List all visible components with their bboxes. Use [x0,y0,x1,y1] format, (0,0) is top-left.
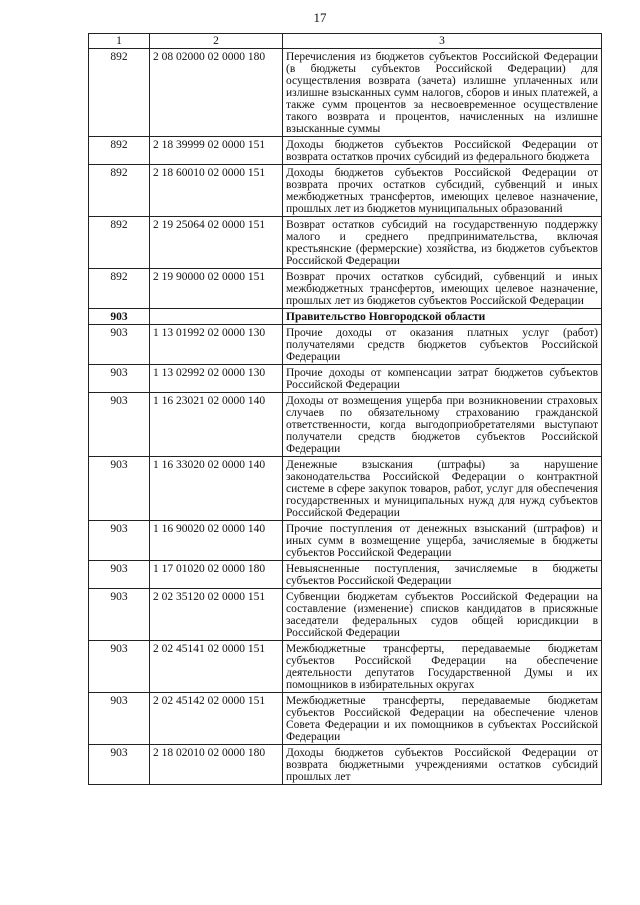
revenue-name-cell: Прочие доходы от компенсации затрат бюджетов субъектов Российской Федерации [283,365,602,393]
budget-code-cell: 2 02 35120 02 0000 151 [150,589,283,641]
admin-code-cell: 892 [89,269,150,309]
budget-code-cell: 2 08 02000 02 0000 180 [150,49,283,137]
revenue-name-cell: Прочие поступления от денежных взысканий (штрафов) и иных сумм в возмещение ущерба, зачисляемые в бюджеты субъектов Российской Федерации [283,521,602,561]
admin-code-cell: 903 [89,693,150,745]
admin-code-cell: 903 [89,365,150,393]
budget-code-cell [150,309,283,325]
revenue-name-cell: Межбюджетные трансферты, передаваемые бюджетам субъектов Российской Федерации на обеспечение деятельности депутатов Государственной Думы и их помощников в избирательных округах [283,641,602,693]
table-row [89,561,602,589]
admin-code-cell: 903 [89,641,150,693]
revenue-name-cell: Доходы бюджетов субъектов Российской Федерации от возврата остатков прочих субсидий из федерального бюджета [283,137,602,165]
admin-code-cell: 892 [89,217,150,269]
admin-code-cell: 903 [89,457,150,521]
table-row [89,641,602,693]
budget-code-cell: 2 18 02010 02 0000 180 [150,745,283,785]
header-col-1: 1 [89,34,150,49]
table-row [89,393,602,457]
admin-code-cell: 892 [89,49,150,137]
table-row [89,137,602,165]
budget-code-cell: 1 16 23021 02 0000 140 [150,393,283,457]
table-row [89,745,602,785]
table-row [89,49,602,137]
budget-code-cell: 1 16 90020 02 0000 140 [150,521,283,561]
budget-code-cell: 2 19 25064 02 0000 151 [150,217,283,269]
table-section-row [89,309,602,325]
revenue-name-cell: Правительство Новгородской области [283,309,602,325]
admin-code-cell: 903 [89,521,150,561]
table-row [89,693,602,745]
table-row [89,217,602,269]
header-col-3: 3 [283,34,602,49]
budget-code-cell: 1 17 01020 02 0000 180 [150,561,283,589]
admin-code-cell: 903 [89,393,150,457]
table-row [89,325,602,365]
revenue-name-cell: Доходы бюджетов субъектов Российской Федерации от возврата бюджетными учреждениями остатков субсидий прошлых лет [283,745,602,785]
budget-code-cell: 1 13 02992 02 0000 130 [150,365,283,393]
table-row [89,457,602,521]
table-header-row [89,34,602,49]
table-row [89,269,602,309]
budget-code-cell: 2 19 90000 02 0000 151 [150,269,283,309]
page-number: 17 [313,10,327,25]
admin-code-cell: 903 [89,309,150,325]
budget-code-cell: 1 16 33020 02 0000 140 [150,457,283,521]
table-row [89,589,602,641]
admin-code-cell: 892 [89,165,150,217]
revenue-name-cell: Межбюджетные трансферты, передаваемые бюджетам субъектов Российской Федерации на обеспечение членов Совета Федерации и их помощников в субъектах Российской Федерации [283,693,602,745]
revenue-name-cell: Возврат прочих остатков субсидий, субвенций и иных межбюджетных трансфертов, имеющих целевое назначение, прошлых лет из бюджетов субъектов Российской Федерации [283,269,602,309]
revenue-name-cell: Возврат остатков субсидий на государственную поддержку малого и среднего предпринимательства, включая крестьянские (фермерские) хозяйства, из бюджетов субъектов Российской Федерации [283,217,602,269]
budget-classification-table [88,33,602,785]
admin-code-cell: 903 [89,745,150,785]
table-row [89,165,602,217]
revenue-name-cell: Доходы бюджетов субъектов Российской Федерации от возврата прочих остатков субсидий, субвенций и иных межбюджетных трансфертов, имеющих целевое назначение, прошлых лет из бюджетов муниципальных образований [283,165,602,217]
budget-code-cell: 2 02 45141 02 0000 151 [150,641,283,693]
revenue-name-cell: Денежные взыскания (штрафы) за нарушение законодательства Российской Федерации о контрактной системе в сфере закупок товаров, работ, услуг для обеспечения государственных и муниципальных нужд для нужд субъектов Российской Федерации [283,457,602,521]
revenue-name-cell: Невыясненные поступления, зачисляемые в бюджеты субъектов Российской Федерации [283,561,602,589]
table-row [89,365,602,393]
admin-code-cell: 903 [89,561,150,589]
revenue-name-cell: Доходы от возмещения ущерба при возникновении страховых случаев по обязательному страхованию гражданской ответственности, когда выгодоприобретателями выступают получатели средств бюджетов субъектов Российской Федерации [283,393,602,457]
budget-code-cell: 2 18 60010 02 0000 151 [150,165,283,217]
revenue-name-cell: Прочие доходы от оказания платных услуг (работ) получателями средств бюджетов субъектов Российской Федерации [283,325,602,365]
revenue-name-cell: Перечисления из бюджетов субъектов Российской Федерации (в бюджеты субъектов Российской Федерации) для осуществления возврата (зачета) излишне уплаченных или излишне взысканных сумм налогов, сборов и иных платежей, а также сумм процентов за несвоевременное осуществление такого возврата и процентов, начисленных на излишне взысканные суммы [283,49,602,137]
header-col-2: 2 [150,34,283,49]
budget-code-cell: 2 02 45142 02 0000 151 [150,693,283,745]
admin-code-cell: 903 [89,325,150,365]
table-row [89,521,602,561]
revenue-name-cell: Субвенции бюджетам субъектов Российской Федерации на составление (изменение) списков кандидатов в присяжные заседатели федеральных судов общей юрисдикции в Российской Федерации [283,589,602,641]
budget-code-cell: 2 18 39999 02 0000 151 [150,137,283,165]
admin-code-cell: 892 [89,137,150,165]
admin-code-cell: 903 [89,589,150,641]
budget-code-cell: 1 13 01992 02 0000 130 [150,325,283,365]
